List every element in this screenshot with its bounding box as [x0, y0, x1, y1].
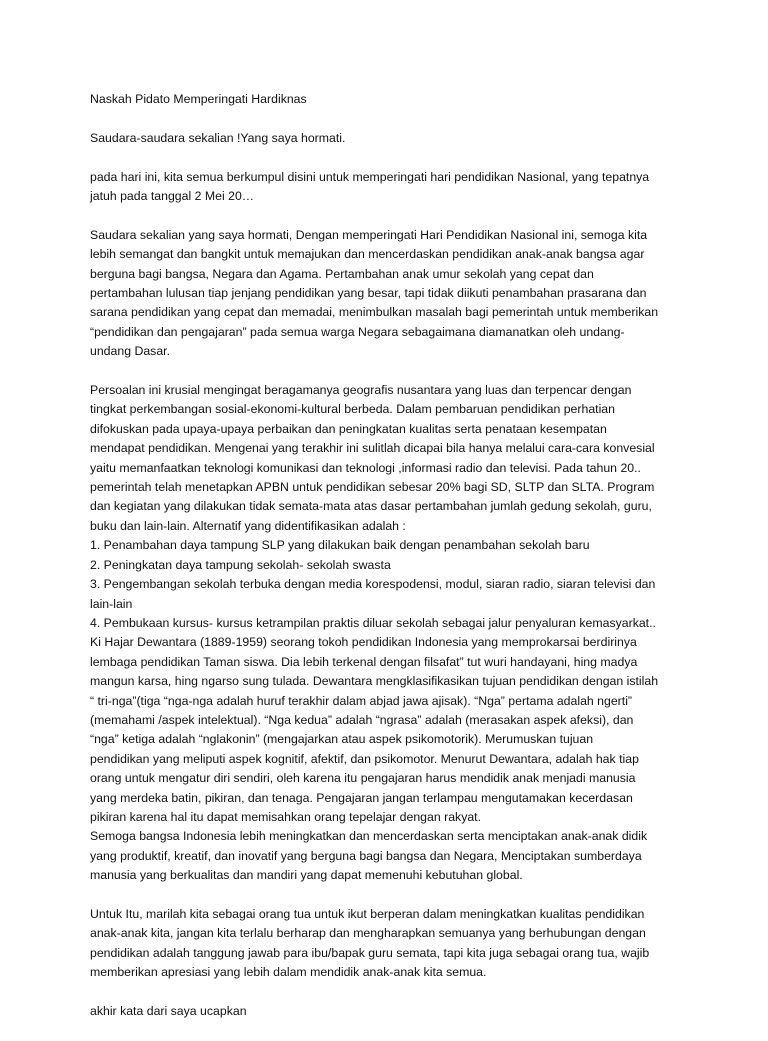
text-line: 4. Pembukaan kursus- kursus ketrampilan praktis diluar sekolah sebagai jalur penyaluran kemasyarkat.. [90, 615, 656, 630]
paragraph [90, 381, 690, 886]
text-line: yaitu memanfaatkan teknologi komunikasi dan teknologi ,informasi radio dan televisi. Pada tahun 20.. [90, 460, 641, 475]
text-line: memberikan apresiasi yang lebih dalam mendidik anak-anak kita semua. [90, 965, 487, 980]
text-line: “nga” ketiga adalah “nglakonin” (mengajarkan atau aspek psikomotorik). Merumuskan tujuan [90, 732, 594, 747]
paragraph [90, 129, 690, 148]
text-line: lebih semangat dan bangkit untuk memajukan dan mencerdaskan pendidikan anak-anak bangsa agar [90, 247, 645, 262]
text-line: lain-lain [90, 596, 133, 611]
text-line: pertambahan lulusan tiap jenjang pendidikan yang besar, tapi tidak diikuti penambahan prasarana dan [90, 286, 647, 301]
text-line: dan kegiatan yang dilakukan tidak semata-mata atas dasar pertambahan jumlah gedung sekolah, guru, [90, 499, 652, 514]
text-line: anak-anak kita, jangan kita terlalu berharap dan mengharapkan semuanya yang berhubungan dengan [90, 926, 646, 941]
text-line: lembaga pendidikan Taman siswa. Dia lebih terkenal dengan filsafat” tut wuri handayani, hing madya [90, 654, 638, 669]
text-line: Semoga bangsa Indonesia lebih meningkatkan dan mencerdaskan serta menciptakan anak-anak didik [90, 829, 648, 844]
text-line: “pendidikan dan pengajaran” pada semua warga Negara sebagaimana diamanatkan oleh undang- [90, 324, 625, 339]
text-line: mangun karsa, hing ngarso sung tulada. Dewantara mengklasifikasikan tujuan pendidikan dengan istilah [90, 674, 659, 689]
text-line: Saudara sekalian yang saya hormati, Dengan memperingati Hari Pendidikan Nasional ini, semoga kita [90, 227, 648, 242]
paragraph [90, 226, 690, 362]
text-line: orang untuk mengatur diri sendiri, oleh karena itu pengajaran harus mendidik anak menjadi manusia [90, 771, 636, 786]
text-line: yang merdeka batin, pikiran, dan tenaga. Pengajaran jangan terlampau mengutamakan kecerdasan [90, 790, 633, 805]
text-line: tingkat perkembangan sosial-ekonomi-kultural berbeda. Dalam pembaruan pendidikan perhatian [90, 402, 615, 417]
text-line: pikiran karena hal itu dapat memisahkan orang tepelajar dengan rakyat. [90, 809, 482, 824]
text-line: difokuskan pada upaya-upaya perbaikan dan peningkatan kualitas serta penataan kesempatan [90, 421, 607, 436]
text-line: 2. Peningkatan daya tampung sekolah- sekolah swasta [90, 557, 391, 572]
paragraph [90, 905, 690, 983]
text-line: yang produktif, kreatif, dan inovatif yang berguna bagi bangsa dan Negara, Menciptakan sumberdaya [90, 848, 642, 863]
text-line: buku dan lain-lain. Alternatif yang didentifikasikan adalah : [90, 518, 406, 533]
document-page [90, 90, 690, 1041]
text-line: 3. Pengembangan sekolah terbuka dengan media korespodensi, modul, siaran radio, siaran televisi dan [90, 577, 656, 592]
text-line: 1. Penambahan daya tampung SLP yang dilakukan baik dengan penambahan sekolah baru [90, 538, 590, 553]
document-title: Naskah Pidato Memperingati Hardiknas [90, 92, 307, 106]
text-line: pemerintah telah menetapkan APBN untuk pendidikan sebesar 20% bagi SD, SLTP dan SLTA. Program [90, 480, 655, 495]
text-line: undang Dasar. [90, 344, 170, 359]
text-line: pendidikan adalah tanggung jawab para ibu/bapak guru semata, tapi kita juga sebagai orang tua, wajib [90, 945, 650, 960]
text-line: “ tri-nga”(tiga “nga-nga adalah huruf terakhir dalam abjad jawa ajisak). “Nga” pertama adalah ngerti” [90, 693, 633, 708]
document-body [90, 129, 690, 1022]
text-line: berguna bagi bangsa, Negara dan Agama. Pertambahan anak umur sekolah yang cepat dan [90, 266, 594, 281]
text-line: mendapat pendidikan. Mengenai yang terakhir ini sulitlah dicapai bila hanya melalui cara-cara konvesial [90, 441, 655, 456]
text-line: pada hari ini, kita semua berkumpul disini untuk memperingati hari pendidikan Nasional, yang tepatnya [90, 169, 650, 184]
text-line: jatuh pada tanggal 2 Mei 20… [90, 189, 255, 203]
text-line: akhir kata dari saya ucapkan [90, 1004, 247, 1018]
text-line: Persoalan ini krusial mengingat beragamanya geografis nusantara yang luas dan terpencar dengan [90, 383, 632, 398]
text-line: Untuk Itu, marilah kita sebagai orang tua untuk ikut berperan dalam meningkatkan kualitas pendidikan [90, 906, 645, 921]
text-line: Saudara-saudara sekalian !Yang saya hormati. [90, 130, 346, 145]
paragraph [90, 168, 690, 207]
paragraph [90, 1002, 690, 1021]
text-line: (memahami /aspek intelektual). “Nga kedua” adalah “ngrasa” adalah (merasakan aspek afeksi), dan [90, 712, 634, 727]
text-line: Ki Hajar Dewantara (1889-1959) seorang tokoh pendidikan Indonesia yang memprokarsai berdirinya [90, 635, 637, 650]
text-line: pendidikan yang meliputi aspek kognitif, afektif, dan psikomotor. Menurut Dewantara, adalah hak tiap [90, 751, 639, 766]
text-line: sarana pendidikan yang cepat dan memadai, menimbulkan masalah bagi pemerintah untuk memberikan [90, 305, 659, 320]
text-line: manusia yang berkualitas dan mandiri yang dapat memenuhi kebutuhan global. [90, 868, 523, 883]
